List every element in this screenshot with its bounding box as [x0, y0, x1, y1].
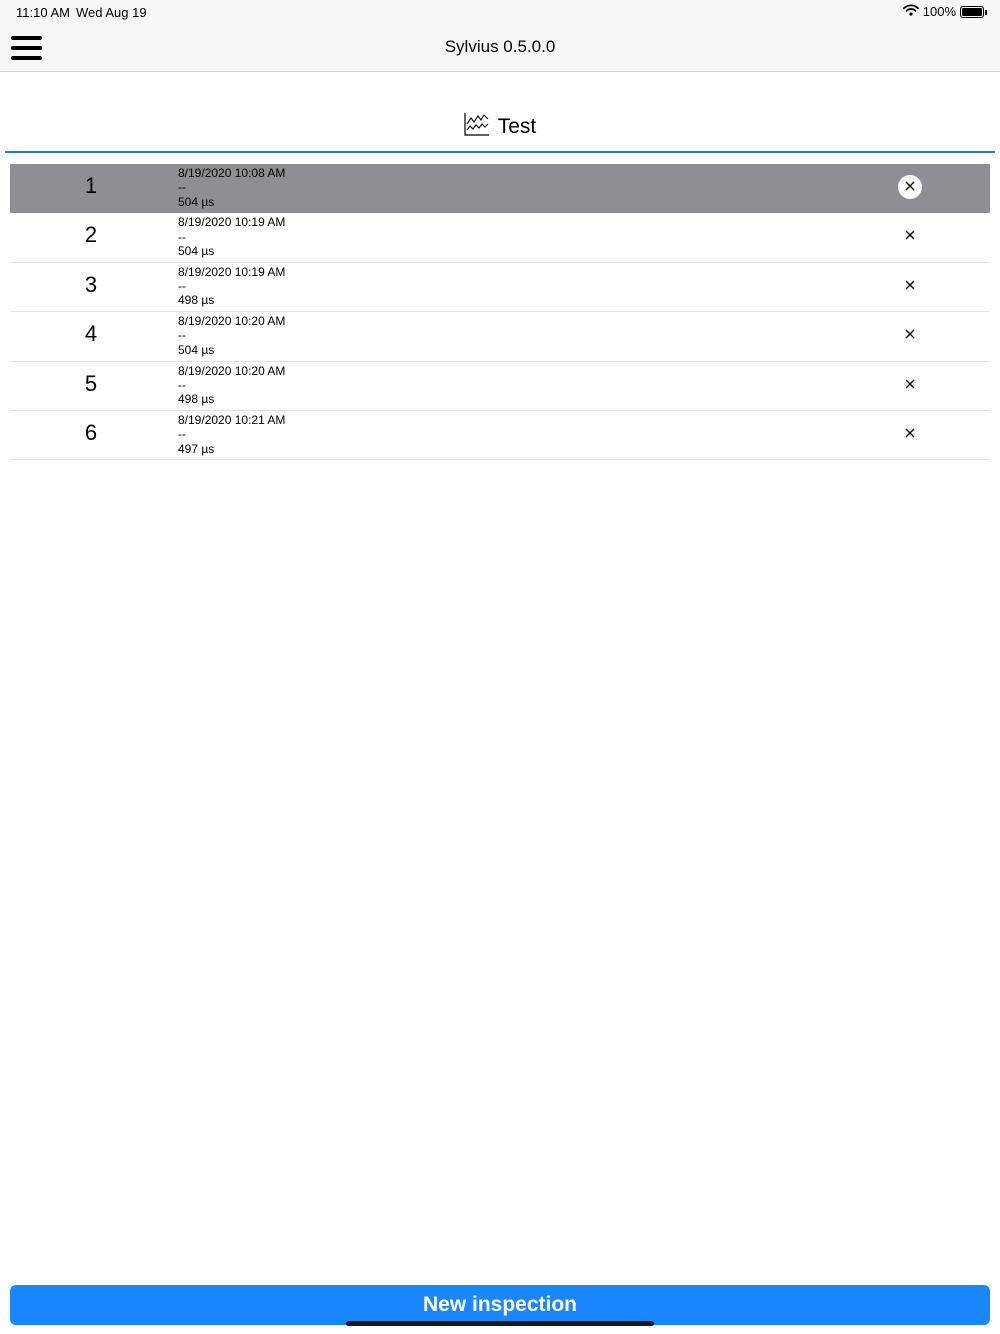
inspection-number: 6: [84, 419, 98, 445]
inspection-row[interactable]: [10, 263, 990, 312]
inspection-note: --: [178, 427, 186, 442]
inspection-note: --: [178, 180, 186, 195]
inspection-date: 8/19/2020 10:19 AM: [178, 264, 286, 279]
delete-button[interactable]: [898, 175, 922, 199]
delete-button[interactable]: [898, 224, 922, 248]
inspection-row[interactable]: [10, 164, 990, 213]
inspection-details: [178, 215, 285, 258]
delete-button[interactable]: [898, 323, 922, 347]
app-title: Sylvius 0.5.0.0: [444, 37, 556, 56]
close-icon: [905, 277, 915, 295]
inspection-value: 504 µs: [178, 194, 215, 209]
inspection-details: [178, 166, 285, 209]
status-indicators: [903, 4, 984, 19]
delete-button[interactable]: [898, 373, 922, 397]
chart-icon: [464, 112, 490, 141]
inspection-note: --: [178, 377, 186, 392]
inspection-row[interactable]: [10, 312, 990, 361]
close-icon: [905, 425, 915, 443]
inspection-note: --: [178, 328, 186, 343]
test-header: [5, 103, 995, 153]
inspection-details: [178, 265, 285, 308]
home-indicator: [346, 1321, 654, 1326]
status-time: 11:10 AM: [16, 5, 70, 20]
inspection-value: 498 µs: [178, 293, 215, 308]
new-inspection-button[interactable]: New inspection: [10, 1285, 990, 1325]
inspection-number: 1: [84, 173, 98, 198]
navigation-bar: [0, 24, 1000, 72]
close-icon: [905, 227, 915, 245]
inspection-note: --: [178, 279, 186, 294]
test-title: Test: [497, 114, 537, 138]
inspection-value: 498 µs: [178, 392, 215, 407]
inspection-row[interactable]: [10, 362, 990, 411]
inspection-date: 8/19/2020 10:08 AM: [178, 166, 286, 180]
inspection-number: 5: [84, 370, 98, 396]
inspection-value: 504 µs: [178, 243, 215, 258]
close-icon: [905, 376, 915, 394]
wifi-icon: [903, 4, 919, 19]
close-icon: [905, 178, 915, 196]
delete-button[interactable]: [898, 422, 922, 446]
inspection-number: 2: [84, 222, 98, 248]
status-bar: [0, 0, 1000, 24]
inspection-date: 8/19/2020 10:21 AM: [178, 412, 286, 427]
inspection-number: 4: [84, 321, 98, 347]
inspection-number: 3: [84, 271, 98, 297]
status-date: Wed Aug 19: [76, 5, 147, 20]
delete-button[interactable]: [898, 274, 922, 298]
inspection-details: [178, 413, 285, 456]
inspection-details: [178, 364, 285, 407]
inspection-list: [10, 164, 990, 460]
battery-icon: [960, 6, 984, 18]
close-icon: [905, 326, 915, 344]
battery-percent: 100%: [922, 4, 956, 19]
inspection-note: --: [178, 229, 186, 244]
inspection-date: 8/19/2020 10:20 AM: [178, 314, 286, 329]
inspection-row[interactable]: [10, 213, 990, 262]
inspection-row[interactable]: [10, 411, 990, 460]
inspection-date: 8/19/2020 10:19 AM: [178, 215, 286, 230]
inspection-value: 497 µs: [178, 441, 215, 456]
inspection-value: 504 µs: [178, 342, 215, 357]
inspection-date: 8/19/2020 10:20 AM: [178, 363, 286, 378]
inspection-details: [178, 314, 285, 357]
